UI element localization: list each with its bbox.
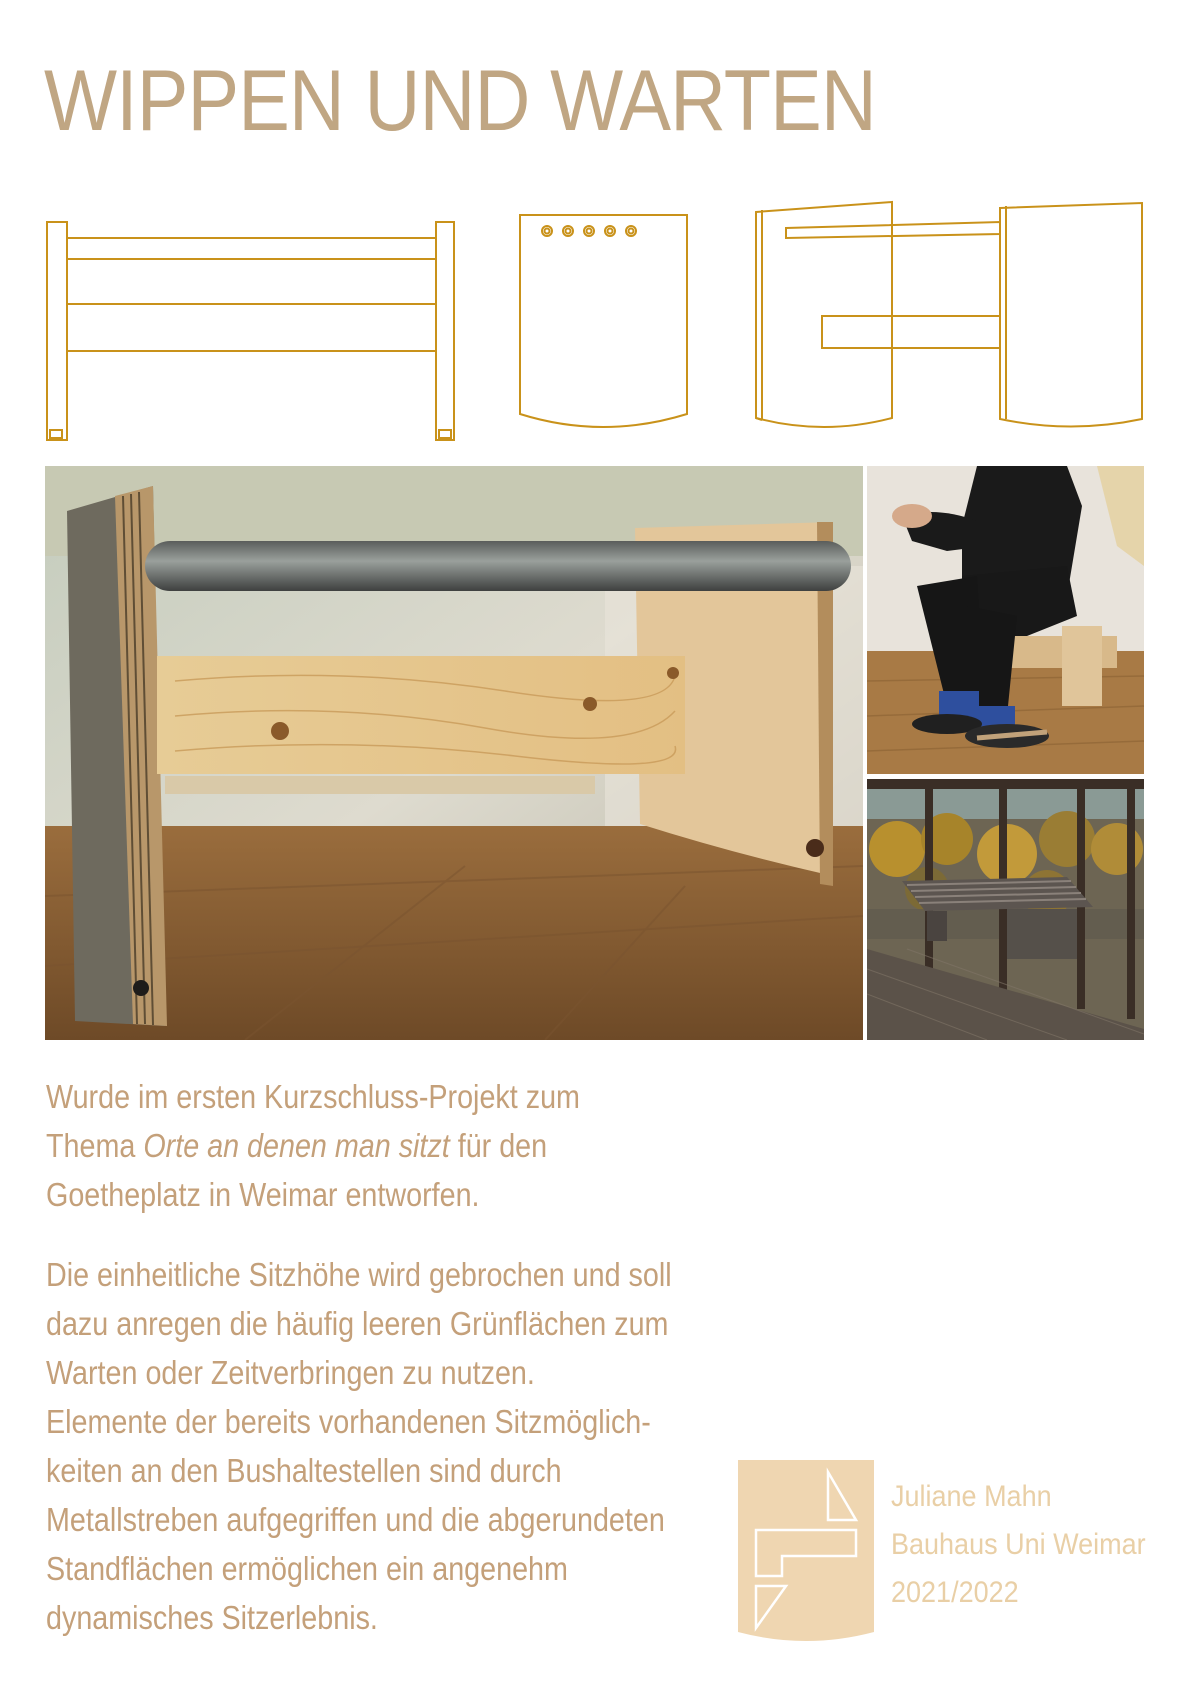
- body-line: Die einheitliche Sitzhöhe wird gebrochen und soll: [46, 1256, 672, 1293]
- bench-logo-icon: [738, 1460, 874, 1642]
- author-name: Juliane Mahn: [891, 1480, 1052, 1513]
- body-line: dazu anregen die häufig leeren Grünflächen zum: [46, 1305, 669, 1342]
- bench-closeup-photo: [45, 466, 863, 1040]
- topic-emphasis: Orte an denen man sitzt: [143, 1127, 450, 1164]
- body-line: Elemente der bereits vorhandenen Sitzmöglich-: [46, 1403, 651, 1440]
- body-line: Standflächen ermöglichen ein angenehm: [46, 1550, 568, 1587]
- perspective-view-drawing: [756, 202, 1142, 427]
- intro-paragraph: [46, 1072, 655, 1219]
- page-title: WIPPEN UND WARTEN: [44, 53, 876, 149]
- description-paragraph: [46, 1250, 768, 1642]
- credits: [891, 1473, 1146, 1617]
- intro-line: Wurde im ersten Kurzschluss-Projekt zum: [46, 1078, 580, 1115]
- institution-name: Bauhaus Uni Weimar: [891, 1528, 1146, 1561]
- bus-stop-bench-photo: [867, 779, 1144, 1040]
- technical-drawings: [0, 200, 1191, 450]
- body-line: keiten an den Bushaltestellen sind durch: [46, 1452, 562, 1489]
- year: 2021/2022: [891, 1576, 1019, 1609]
- body-line: Warten oder Zeitverbringen zu nutzen.: [46, 1354, 535, 1391]
- body-line: Metallstreben aufgegriffen und die abgerundeten: [46, 1501, 665, 1538]
- person-sitting-photo: [867, 466, 1144, 774]
- body-line: dynamisches Sitzerlebnis.: [46, 1599, 378, 1636]
- front-view-drawing: [47, 222, 454, 440]
- intro-line: Goetheplatz in Weimar entworfen.: [46, 1176, 480, 1213]
- intro-line: Thema Orte an denen man sitzt für den: [46, 1127, 548, 1164]
- side-view-drawing: [520, 215, 687, 427]
